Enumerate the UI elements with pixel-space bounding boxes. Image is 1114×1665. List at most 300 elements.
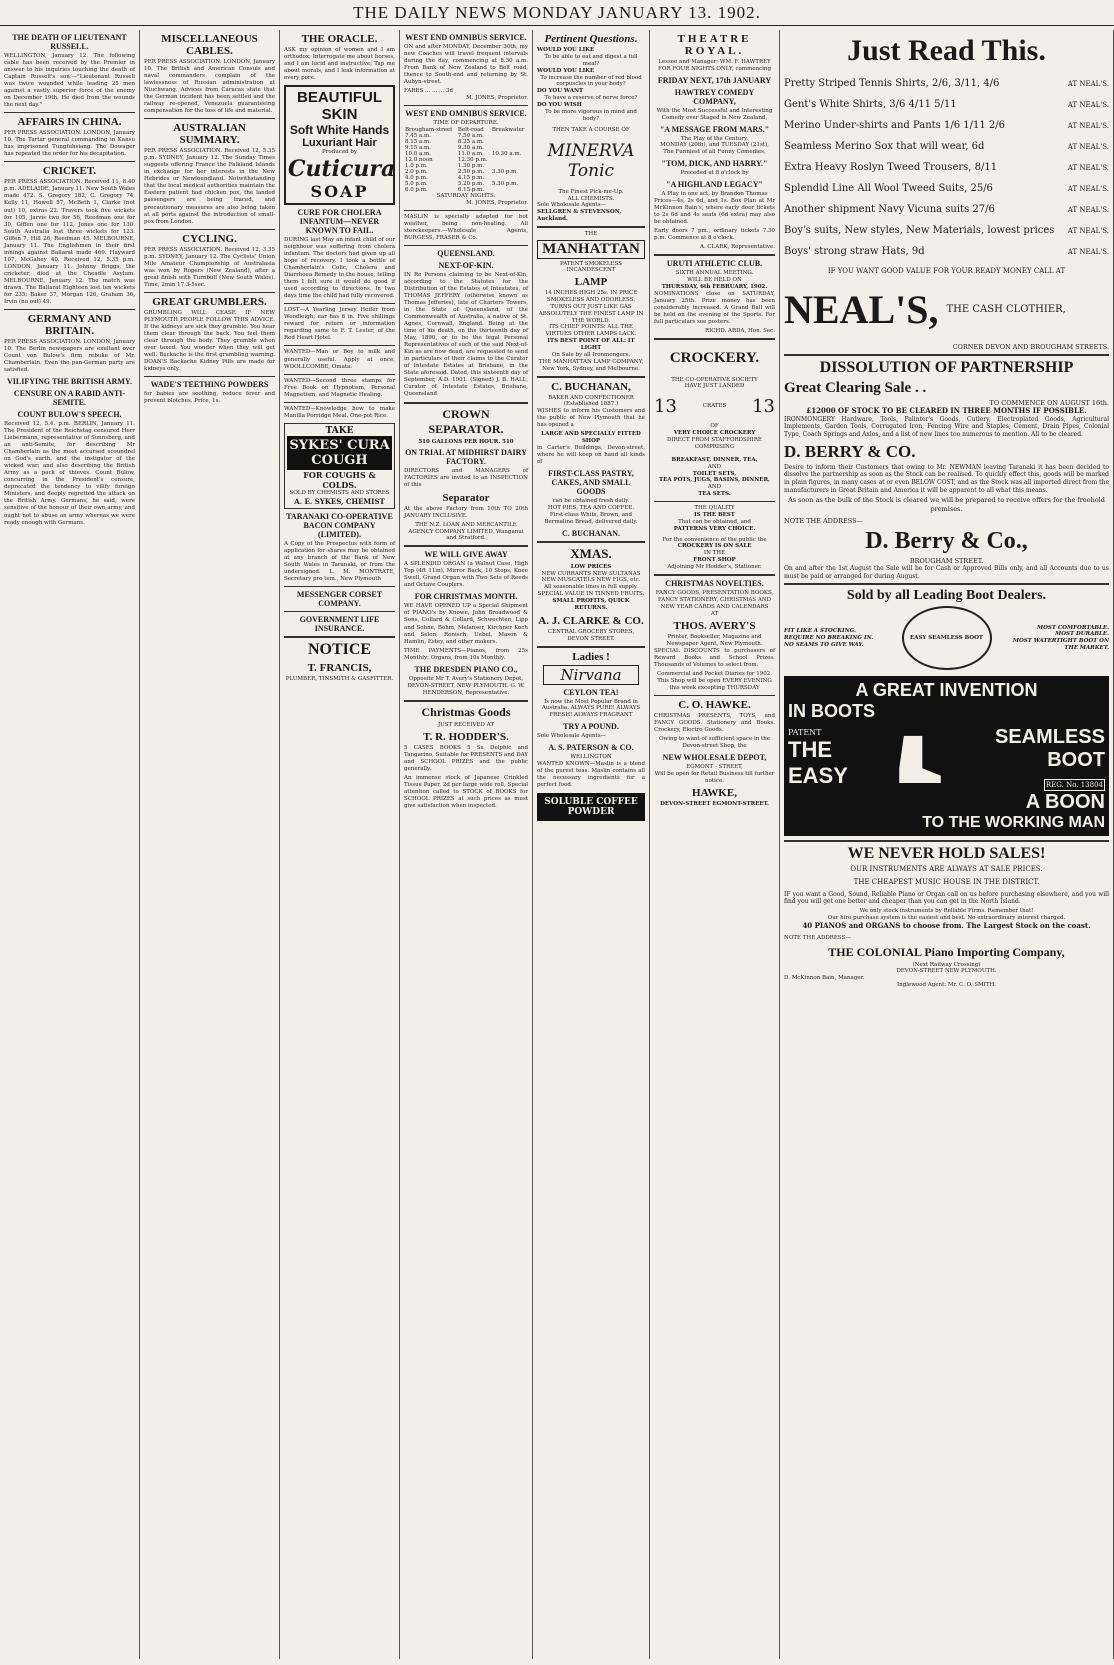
divider xyxy=(654,338,775,340)
headline: GERMANY AND BRITAIN. xyxy=(27,312,112,337)
divider xyxy=(284,402,395,403)
headline: D. BERRY & CO. xyxy=(784,441,916,461)
signature: RICHD. ARDA, Hon. Sec. xyxy=(704,327,775,334)
headline: CRICKET. xyxy=(42,165,97,178)
question: DO YOU WANT xyxy=(537,88,584,95)
divider xyxy=(284,374,395,375)
ad-headline: Luxuriant Hair xyxy=(302,137,377,150)
headline: Pertinent Questions. xyxy=(544,33,638,45)
ad-text: AND xyxy=(707,484,722,491)
subhead: PATENT SMOKELESS INCANDESCENT xyxy=(560,261,622,273)
ad-text: CENTRAL GROCERY STORES, DEVON STREET. xyxy=(547,628,635,642)
ad-text: SMOKELESS AND ODORLESS. xyxy=(546,296,636,303)
ad-text: D. McKinnon Bain, Manager. xyxy=(784,975,865,982)
ad-text: For the convenience of the public the xyxy=(662,536,767,543)
divider xyxy=(284,345,395,346)
banner-headline: SEAMLESS BOOT xyxy=(994,726,1105,772)
price-list-row xyxy=(784,78,1109,89)
headline: MESSENGER CORSET COMPANY. xyxy=(296,589,383,608)
divider xyxy=(404,245,528,246)
article-body: PER PRESS ASSOCIATION. Received 12, 3.35 p.m. SYDNEY, January 12. The Cyclists' Union Mile Amateur Championship of Australasia was won by Rogers (New Zealand), after a great finish with Turnbull (New South Wales). Time, 2min 17.3-5sec. xyxy=(144,246,275,288)
ad-text: 40 PIANOS and ORGANS to choose from. The Largest Stock on the coast. xyxy=(802,920,1091,930)
ad-text: 14 INCHES HIGH 25s. IN PRICE xyxy=(544,290,638,296)
ad-text: TO COMMENCE ON AUGUST 16th. xyxy=(989,398,1109,407)
ad-text: HAVE JUST LANDED xyxy=(684,383,745,390)
ad-text: SPECIAL VALUE IN TINNED FRUITS. xyxy=(537,591,645,598)
timetable-cell: 2.50 p.m. xyxy=(457,168,485,175)
headline: Sold by all Leading Boot Dealers. xyxy=(846,588,1047,604)
article-body: IN Re Persons claiming to be Next-of-Kin, according to the Statutes for the Distribution of the Estates of Intestates, of THOMAS JEFFERY (otherwise known as Thomas Jefferies), late of Charters Towers, in the State of Queensland, of the Commonwealth of Australia, a native of St. Agnes, Cornwall, England. Being at the time of his death, on the thirteenth day of May, 1890, or to be the legal Personal Representatives of such of the said Next-of-Kin as are now dead, are requested to send in particulars of their claims to the Curator of Intestate Estates at Brisbane, in the State aforesaid. Dated, this sixteenth day of September, A.D. 1901. (Signed) J. B. HALL, Curator of Intestate Estates, Brisbane, Queensland xyxy=(404,271,528,398)
headline: "A HIGHLAND LEGACY" xyxy=(666,180,763,189)
ad-text: NOTE THE ADDRESS— xyxy=(784,934,851,941)
ad-text: (Next Railway Crossing) xyxy=(912,961,981,968)
article-body: Opposite Mr T. Avery's Stationery Depot, DEVON-STREET, NEW PLYMOUTH. G. W. HENDERSON, Representative. xyxy=(407,675,525,696)
timetable-cell: 8.25 a.m. xyxy=(457,138,484,145)
headline: WE NEVER HOLD SALES! xyxy=(847,845,1046,863)
headline: XMAS. xyxy=(570,545,612,561)
headline: THOS. AVERY'S xyxy=(673,620,756,633)
headline: Ladies ! xyxy=(572,650,610,663)
article-body: Desire to inform their Customers that owing to Mr. NEWMAN leaving Taranaki it has been decided to dissolve the partnership as soon as the Stock can be realised. To quickly effect this, goods will be marked in plain figures, in many cases at or even BELOW COST, and as the Stock was all imported direct from the manufacturers in Great Britain and America it will be apparent to all what this means. xyxy=(784,463,1109,494)
headline: THE COLONIAL Piano Importing Company, xyxy=(828,944,1065,959)
sykes-ad xyxy=(284,423,395,509)
headline: CEYLON TEA! xyxy=(563,687,619,697)
ad-text: Commercial and Pocket Diaries for 1902. xyxy=(656,671,773,678)
divider xyxy=(284,586,395,587)
banner-headline: A GREAT INVENTION xyxy=(855,680,1038,701)
ad-text: This Shop will be open EVERY EVENING this week excepting THURSDAY xyxy=(657,678,772,692)
headline: "A MESSAGE FROM MARS." xyxy=(659,124,770,134)
ad-text: OUR INSTRUMENTS ARE ALWAYS AT SALE PRICES. xyxy=(850,865,1043,874)
banner-headline: TO THE WORKING MAN xyxy=(922,814,1105,832)
ad-text: SMALL PROFITS, QUICK RETURNS. xyxy=(552,598,630,611)
headline: WADE'S TEETHING POWDERS xyxy=(150,380,269,390)
price-list-row xyxy=(784,120,1109,131)
nirvana-logo: Nirvana xyxy=(543,665,639,685)
divider xyxy=(537,541,645,543)
divider xyxy=(4,112,135,113)
ad-text: That can be obtained, and xyxy=(678,518,751,525)
headline: NOTICE xyxy=(307,640,372,658)
divider xyxy=(284,611,395,612)
fares: FARES ... ... ... 3d xyxy=(404,88,453,95)
ad-text: THE CHEAPEST MUSIC HOUSE IN THE DISTRICT. xyxy=(853,878,1040,887)
headline: AUSTRALIAN SUMMARY. xyxy=(173,122,246,147)
divider xyxy=(537,646,645,648)
headline: TARANAKI CO-OPERATIVE BACON COMPANY (LIMITED). xyxy=(286,511,393,539)
subhead: TIME OF DEPARTURE. xyxy=(433,119,499,126)
headline: Separator xyxy=(442,491,490,504)
ad-text: NO SEAMS TO GIVE WAY. xyxy=(784,641,864,648)
classified-ad: LOST—A Yearling Jersey Heifer from Woodleigh; ear has 6 in. Five shillings reward for return or information regarding same to F. T. Lester, of the Red Heart Hotel. xyxy=(284,307,395,342)
column-1 xyxy=(0,30,140,1659)
ad-text: TAKE xyxy=(325,425,354,436)
headline: NEXT-OF-KIN. xyxy=(438,260,494,270)
ad-text: DIRECT FROM STAFFORDSHIRE xyxy=(667,437,762,444)
banner-body xyxy=(788,726,1105,791)
banner-right xyxy=(945,726,1105,791)
ad-text: PATTERNS VERY CHOICE. xyxy=(673,525,756,532)
ad-text: The Finest Pick-me-Up. xyxy=(558,188,624,195)
headline: FIRST-CLASS PASTRY, CAKES, AND SMALL GOODS xyxy=(548,469,634,497)
classified-ad: WANTED—Second three stamps for Free Book on Hypnotism, Personal Magnetism, and Magnetic Healing. xyxy=(284,377,395,398)
headline: C. O. HAWKE. xyxy=(678,698,751,711)
divider xyxy=(144,118,275,119)
ad-text: We only stock instruments by Reliable Firms. Remember that! xyxy=(859,908,1034,915)
article-body: CHRISTMAS PRESENTS, TOYS, and FANCY GOODS. Stationery and Books. Crockery, Electro Goods. xyxy=(654,712,775,733)
ad-text: MONDAY (20th), and TUESDAY (21st), The Funniest of all Funny Comedies, xyxy=(660,142,769,156)
headline: "TOM, DICK, AND HARRY." xyxy=(661,159,768,169)
ad-text: MOST DURABLE. xyxy=(1055,631,1109,638)
headline: TRY A POUND. xyxy=(563,722,619,732)
column-2 xyxy=(140,30,280,1659)
headline: T. FRANCIS, xyxy=(307,661,372,674)
price-list-item: Seamless Merino Sox that will wear, 6d xyxy=(784,141,985,152)
headline: HAWTREY COMEDY COMPANY, xyxy=(674,87,755,106)
masthead-title: THE DAILY NEWS MONDAY JANUARY 13. 1902. xyxy=(353,2,761,22)
ad-text: AT xyxy=(710,610,719,617)
cuticura-ad xyxy=(284,85,395,205)
ad-text: WILL BE HELD ON xyxy=(687,276,742,283)
timetable-cell: 5.20 p.m. xyxy=(457,180,485,187)
boot-ad xyxy=(784,606,1109,670)
ad-text: SELLGREN & STEVENSON, Auckland. xyxy=(537,209,622,223)
ad-text: REQUIRE NO BREAKING IN. xyxy=(784,634,874,641)
divider xyxy=(404,210,528,211)
timetable-cell: 8.15 a.m. xyxy=(405,138,431,145)
divider xyxy=(284,303,395,304)
divider xyxy=(404,402,528,404)
timetable-cell: 5.30 p.m. xyxy=(491,180,519,187)
ad-text: MOST WATERTIGHT BOOT ON THE MARKET. xyxy=(1012,638,1109,652)
headline: VILIFYING THE BRITISH ARMY. xyxy=(7,377,132,387)
timetable-cell: 1.30 p.m. xyxy=(457,162,485,169)
headline: CROWN SEPARATOR. xyxy=(428,406,504,436)
divider xyxy=(537,226,645,228)
banner-headline: A BOON xyxy=(1025,791,1105,814)
divider xyxy=(654,695,775,696)
timetable-cell: 3.30 p.m. xyxy=(491,168,519,175)
divider xyxy=(784,840,1109,842)
divider xyxy=(404,105,528,106)
article-body: IRONMONGERY Hardware, Tools, Palinter's Goods, Cutlery, Electroplated Goods, Agricultural Implements, Garden Tools, Corrugated Iron, Fencing Wire and Staples, Cement, Drain Pipes, Colonial Type, Coach Springs and Axles, and a list of new lines too numerous to mention. All to be cleared. xyxy=(784,415,1109,439)
divider xyxy=(784,583,1109,585)
ad-text: CORNER DEVON AND BROUGHAM STREETS. xyxy=(952,342,1109,351)
ad-text: As soon as the bulk of the Stock is cleared we will be prepared to receive offers for the freehold premises. xyxy=(788,496,1105,513)
headline: HAWKE, xyxy=(692,787,737,800)
headline: CYCLING. xyxy=(182,232,237,245)
banner-left xyxy=(788,728,890,789)
timetable-cell: 4.0 p.m. xyxy=(405,174,428,181)
headline: THEATRE ROYAL. xyxy=(677,33,752,57)
article-body: Early doors 7 pm., ordinary tickets 7.30 p.m. Commence at 8 o'clock. xyxy=(654,228,775,242)
headline: LAMP xyxy=(574,276,608,288)
th: Breakwater xyxy=(491,126,525,133)
answer: To increase the number of red blood corpuscles in your body? xyxy=(540,74,642,88)
price-list-tag: AT NEAL'S. xyxy=(1067,164,1109,172)
ad-text: FANCY GOODS, PRESENTATION BOOKS, FANCY STATIONERY, CHRISTMAS AND NEW YEAR CARDS AND CALENDARS xyxy=(655,589,774,610)
timetable-cell: 12.30 p.m. xyxy=(457,156,488,163)
ad-text: DEVON-STREET NEW PLYMOUTH. xyxy=(896,968,997,975)
ad-text: FIT LIKE A STOCKING. xyxy=(784,627,857,634)
answer: To be more vigorous in mind and body? xyxy=(545,108,637,122)
article-body: PER PRESS ASSOCIATION. LONDON, January 10. The Berlin newspapers are exultant over Count von Bulow's firm rebuke of Mr. Chamberlain. Even the pan-German party are satisfied. xyxy=(4,338,135,374)
subhead: 510 GALLONS PER HOUR. 510 xyxy=(418,438,514,445)
article-body: for babies are soothing, reduce fever and prevent blotches. Price, 1s. xyxy=(144,391,275,405)
article-body: PER PRESS ASSOCIATION. LONDON, January 10. The British and American Consuls and naval commanders complain of the lawlessness of Russian administration at Niuchwang. Advices from Caracas state that the German incident has been settled and the railway re-opened, Venezuela guaranteeing compensation for the loss of life and material. xyxy=(144,59,275,115)
divider xyxy=(144,229,275,230)
ad-text: THE QUALITY xyxy=(694,505,735,512)
ad-text: THE MANHATTAN LAMP COMPANY, New York, Sydney, and Melbourne. xyxy=(538,358,644,372)
timetable-cell: 6.0 p.m. xyxy=(405,186,428,193)
cuticura-logo: Cuticura xyxy=(288,156,396,183)
article-body: ASK my opinion of women and I am orthodox; Interrogate me about horses, and I am lucid and instructive; Tap me about morals, and I leak information at every pore. xyxy=(284,47,395,82)
price-list-tag: AT NEAL'S. xyxy=(1067,101,1109,109)
article-body: NOMINATIONS close on SATURDAY, January 25th. Prize money has been considerably increased. A Grand Ball will be held on the evening of the Sports. For full particulars see posters. xyxy=(654,290,775,325)
article-body: PER PRESS ASSOCIATION. Received 12, 5.35 p.m. SYDNEY, January 12. The Sunday Times suggests offering France the Falkland Islands in exchange for her interests in the New Hebrides or Newfoundland. Notwithstanding that the local medical authorities maintain the Eastern patient had chicken pox, the landed passengers are being traced, and precautionary measures are also being taken at all ports against the introduction of small-pox from London. xyxy=(144,148,275,225)
crates-label: CRATES xyxy=(702,403,727,410)
divider xyxy=(654,501,775,502)
emblem-text: EASY SEAMLESS BOOT xyxy=(909,634,983,641)
timetable-cell: 9.30 a.m. xyxy=(457,144,484,151)
price-list-row xyxy=(784,183,1109,194)
timetable-cell: 11.0 a.m. xyxy=(457,150,484,157)
subhead: PLUMBER, TINSMITH & GASFITTER. xyxy=(285,675,394,682)
column-5 xyxy=(533,30,650,1659)
crates-row xyxy=(654,396,775,417)
ad-text: Preceded at 8 o'clock by xyxy=(680,170,749,177)
crates-count: 13 xyxy=(752,396,775,418)
article-body: An immense stock of Japanese Crinkled Tissue Paper, 2d per large wide roll, Special attention called to STOCK of BOOKS for SCHOOL PRIZES at such prices as must give satisfaction when inspected. xyxy=(404,774,528,809)
ad-text: LARGE AND SPECIALLY FITTED SHOP xyxy=(541,431,641,445)
price-list-item: Extra Heavy Roslyn Tweed Trousers, 8/11 xyxy=(784,162,998,173)
timetable xyxy=(404,127,528,193)
subhead: SATURDAY NIGHTS. xyxy=(436,192,496,199)
timetable-cell: 7.50 a.m. xyxy=(457,132,484,139)
ad-text: CROCKERY IS ON SALE xyxy=(677,543,752,550)
just-read-this-headline: Just Read This. xyxy=(847,34,1046,67)
headline: WEST END OMNIBUS SERVICE. xyxy=(405,108,527,118)
question: WOULD YOU LIKE xyxy=(537,47,595,53)
ad-text: THE CASH CLOTHIER, xyxy=(946,303,1066,315)
ad-text: SOLD BY CHEMISTS AND STORES xyxy=(289,489,390,496)
ad-text: Will be open for Retail Business till further notice. xyxy=(654,770,775,784)
divider xyxy=(4,161,135,162)
divider xyxy=(654,574,775,576)
price-list-item: Splendid Line All Wool Tweed Suits, 25/6 xyxy=(784,183,993,194)
article-body: DIRECTORS and MANAGERS of FACTORIES are invited to an INSPECTION of this xyxy=(404,467,528,488)
timetable-cell: 4.15 p.m. xyxy=(457,174,485,181)
boot-ad-right xyxy=(1009,625,1109,653)
banner-text: PATENT xyxy=(788,728,822,738)
ad-text: THURSDAY, 6th FEBRUARY, 1902. xyxy=(661,283,768,290)
article-body: At the above Factory from 10th TO 20th JANUARY INCLUSIVE. xyxy=(404,505,528,519)
headline: NEW WHOLESALE DEPOT, xyxy=(662,752,767,762)
divider xyxy=(144,292,275,293)
ad-text: First-class Whits, Brown, and Bermaline Bread, delivered daily. xyxy=(544,511,638,525)
ad-text: TOILET SETS, xyxy=(692,470,737,477)
ad-text: COMPRISING xyxy=(694,443,735,450)
headline: CENSURE ON A RABID ANTI-SEMITE. xyxy=(13,389,126,408)
timetable-cell: 7.45 a.m. xyxy=(405,132,431,139)
divider xyxy=(284,636,395,638)
ad-text: Is now the Most Popular Brand in Australia. ALWAYS PURE! ALWAYS FRESH! ALWAYS FRAGRANT xyxy=(541,698,641,719)
headline: CROCKERY. xyxy=(669,349,760,366)
ad-text: A. E. SYKES, CHEMIST xyxy=(294,496,385,506)
headline: D. Berry & Co., xyxy=(865,527,1028,554)
timetable-cell: 10.0 a.m. xyxy=(405,150,431,157)
price-list-item: Gent's White Shirts, 3/6 4/11 5/11 xyxy=(784,99,957,110)
price-list-row xyxy=(784,99,1109,110)
timetable-cell: 1.0 p.m. xyxy=(405,162,428,169)
ad-text: EGMONT - STREET, xyxy=(686,763,743,770)
ad-text: TEA SETS. xyxy=(698,491,731,498)
ad-headline: SOAP xyxy=(310,182,369,202)
article-body: PER PRESS ASSOCIATION. Received 11, 8.40 p.m. ADELAIDE, January 11. New South Wales made 472. S. Gregory 182, C. Gregory 74, Kelly 11, Howell 57, McBeth 1, Clarke (not out) 10, extras 22. Travers took five wickets for 105, Jarvis two for 56, Reedman one for 30, Giffen one for 112, Jones one for 130. South Australia lost three wickets for 123. Giffen 7, Hill 26, Reedman 45. MELBOURNE, January 11. The Englishmen in their first innings against Ballarat made 469. Hayward 107, McGahey 40. Received 12, 5.35 p.m. LONDON, January 11. Johnny Briggs, the cricketer, died at the Cheadle Asylum. MELBOURNE, January 12. The match was drawn. The Ballarat Eighteen lost ten wickets for 235; Baker 37, Morgan 126, Graham 36, Irvin (no out) 49. xyxy=(4,179,135,305)
price-list-row xyxy=(784,225,1109,236)
ad-text: AND xyxy=(707,463,722,470)
headline: MANHATTAN xyxy=(537,240,645,259)
headline: THE DEATH OF LIEUTENANT RUSSELL. xyxy=(12,33,127,51)
column-6 xyxy=(650,30,780,1659)
neals-logo: NEAL'S, xyxy=(784,286,939,332)
article-body: ON and after MONDAY, December 30th, my new Coaches will travel frequent intervals during the day, commencing at 8.30 a.m. From Bank of New Zealand to Belt road, thence to South-end and returning by St. Aubyn-street. xyxy=(404,44,528,86)
column-3 xyxy=(280,30,400,1659)
price-list-row xyxy=(784,204,1109,215)
headline: FRIDAY NEXT, 17th JANUARY xyxy=(657,75,772,85)
ad-text: Adjoining Mr Hodder's, Stationer. xyxy=(667,564,762,571)
timetable-cell: 10.30 a.m. xyxy=(491,150,522,157)
column-4 xyxy=(400,30,533,1659)
article-body: Received 12, 5.4. p.m. BERLIN, January 11. The President of the Reichstag censured Herr Liebermann, representative of Sonnsberg, and an anti-Semite, for describing Mr Chamberlain as the most accursed scoundrel on God's earth, and the instigator of the wicked war; and also describing the British Army as a pack of thieves. Count Bulow, concurring in the President's censure, deprecated the tendency to vilify foreign Ministers, and deeply regretted the attack on the British Army. Germans, he said, were sensitive of the honour of their own army, and ought not to abuse an army whereas we were ready enough with Germans. xyxy=(4,421,135,526)
ad-text: NEW CURRANTS NEW SULTANAS NEW MUSCATELS NEW FIGS, etc. xyxy=(541,570,641,584)
price-list-tag: AT NEAL'S. xyxy=(1067,248,1109,256)
ad-text: IN THE xyxy=(703,550,726,557)
boot-ad-left xyxy=(784,628,884,649)
headline: COUNT BULOW'S SPEECH. xyxy=(17,410,122,420)
headline: GREAT GRUMBLERS. xyxy=(152,295,267,308)
ad-text: can be obtained fresh daily. xyxy=(552,498,630,505)
divider xyxy=(4,309,135,310)
question: DO YOU WISH xyxy=(537,102,582,108)
seamless-boot-emblem xyxy=(902,606,992,670)
ad-text: NOTE THE ADDRESS— xyxy=(784,516,864,525)
answer: To be able to eat and digest a full meal? xyxy=(544,53,638,67)
classified-ad: MASLIN is specially adapted for hot weather, being non-heating. All storekeepers.—Wholesale Agents, BURGESS, FRASER & Co. xyxy=(404,213,528,241)
headline: A. J. CLARKE & CO. xyxy=(538,614,644,627)
divider xyxy=(404,545,528,547)
ad-text: ALL CHEMISTS. xyxy=(567,195,615,202)
ad-text: BROUGHAM STREET. xyxy=(909,556,984,565)
ad-text: Sole Wholesale Agents— xyxy=(537,202,607,209)
banner-headline: IN BOOTS xyxy=(788,701,876,722)
signature: A. CLARK, Representative. xyxy=(699,244,775,251)
divider xyxy=(537,376,645,378)
price-list-item: Boy's suits, New styles, New Materials, lowest prices xyxy=(784,225,1055,236)
ad-text: Sole Wholesale Agents— xyxy=(537,733,607,740)
divider xyxy=(784,354,1109,356)
question: WOULD YOU LIKE xyxy=(537,67,595,74)
column-7 xyxy=(780,30,1114,1659)
banner-text: REG. No. 13804 xyxy=(1045,781,1103,790)
headline: GOVERNMENT LIFE INSURANCE. xyxy=(299,614,380,633)
ad-text: With the Most Successful and Interesting Comedy ever Staged in New Zealand, xyxy=(656,107,773,121)
ad-text: FOR FOUR NIGHTS ONLY, commencing xyxy=(658,65,771,72)
price-list-tag: AT NEAL'S. xyxy=(1067,227,1109,235)
price-list-row xyxy=(784,246,1109,257)
article-body: WELLINGTON, January 12. The following cable has been received by the Premier in answer to his inquiries touching the death of Captain Russell's son:—"Lieutenant Russell was twice wounded while leading 25 men against a vastly superior force of the enemy on December 19th. He died from the wounds the next day." xyxy=(4,53,135,109)
headline: Great Clearing Sale . . xyxy=(784,379,927,396)
signature: THE N.Z. LOAN AND MERCANTILE AGENCY COMPANY LIMITED, Wanganui and Stratford. xyxy=(408,521,524,542)
price-list-item: Merino Under-shirts and Pants 1/6 1/11 2/6 xyxy=(784,120,1005,131)
ad-text: Owing to want of sufficient space in the Devon-street Shop, the xyxy=(658,736,771,749)
ad-text: TEA POTS, JUGS, BASINS, DINNER, xyxy=(659,477,770,484)
ad-text: Produced by xyxy=(322,149,357,156)
price-list-item: Pretty Striped Tennis Shirts, 2/6, 3/11, 4/6 xyxy=(784,78,1000,89)
ad-text: MOST COMFORTABLE. xyxy=(1037,624,1109,631)
article-body: SPECIAL DISCOUNTS to purchasers of Reward Books and School Prizes. Thousands of Volumes to select from. xyxy=(654,648,775,669)
article-body: TIME PAYMENTS—Pianos, from 25s Monthly; Organs, from 10s Monthly. xyxy=(404,647,528,661)
soluble-coffee-banner: SOLUBLE COFFEE POWDER xyxy=(537,793,645,821)
headline: MISCELLANEOUS CABLES. xyxy=(161,33,258,57)
ad-text: Printer, Bookseller, Magazine and Newspaper Agent, New Plymouth. xyxy=(666,634,763,648)
banner-headline: THE EASY xyxy=(788,737,848,789)
headline: THE DRESDEN PIANO CO., xyxy=(414,664,518,674)
article-body: WISHES to inform his Customers and the public of New Plymouth that he has opened a xyxy=(537,408,645,429)
classified-ad: WANTED—Knowledge how to make Manilla Porridge Meal. One-pot Rice. xyxy=(284,405,395,419)
article-body: WE HAVE OPENED UP a Special Shipment of PIANO's by Knowe, John Broadwood & Sons, Collard & Collard, Schwechten, Lipp and Sohne, Bohm, Melanser, Kirchner Koch and Selon, Ronisch, Uebel, Mason & Hamlin, Estey, and other makers. xyxy=(404,603,528,645)
ad-text: IS THE BEST xyxy=(694,511,735,518)
headline: AFFAIRS IN CHINA. xyxy=(17,116,122,129)
subhead: THE xyxy=(584,231,598,237)
neals-logo-row xyxy=(784,286,1109,333)
price-list-tag: AT NEAL'S. xyxy=(1067,122,1109,130)
price-list-tag: AT NEAL'S. xyxy=(1067,143,1109,151)
answer: To have a reserve of nerve force? xyxy=(544,95,638,102)
headline: WEST END OMNIBUS SERVICE. xyxy=(405,33,527,42)
ad-text: VERY CHOICE CROCKERY xyxy=(673,430,756,437)
ad-text: IF YOU WANT GOOD VALUE FOR YOUR READY MONEY CALL AT xyxy=(827,267,1066,275)
ad-text: BAKER AND CONFECTIONER (Established 1887.) xyxy=(548,394,634,408)
timetable-cell: 2.0 p.m. xyxy=(405,168,428,175)
timetable-cell: 12.0 noon xyxy=(405,156,433,163)
headline: DISSOLUTION OF PARTNERSHIP xyxy=(819,358,1074,376)
ad-text: DEVON-STREET EGMONT-STREET. xyxy=(660,801,769,808)
ad-text: On Sale by all Ironmongers. xyxy=(551,351,631,358)
ad-text: ABSOLUTELY THE FINEST LAMP IN THE WORLD. xyxy=(538,310,644,324)
headline: C. BUCHANAN, xyxy=(551,380,631,393)
ad-text: TURNS OUT JUST LIKE GAS xyxy=(550,303,632,310)
signature: M. JONES, Proprietor. xyxy=(466,199,528,206)
ad-headline: Soft White Hands xyxy=(289,123,390,138)
divider xyxy=(404,700,528,702)
ad-text: A Play in one act, by Brandon Thomas xyxy=(661,191,768,197)
ad-text: FRONT SHOP xyxy=(693,557,736,564)
article-body: PER PRESS ASSOCIATION. LONDON, January 10. The Tartar general commanding in Kansu has imprisoned Tungfuhsiang. The Dowager has repeated the order for his decapitation. xyxy=(4,130,135,158)
article-body: GRUMBLING WILL CEASE IF NEW PLYMOUTH PEOPLE FOLLOW THIS ADVICE. If the kidneys are sick they grumble. You hear them clear through the back. You feel them clear through the body. They grumble when over taxed. You wonder when they will get well. Backache is the first grumbling warning. DOAN'S Backache Kidney Pills are made for kidneys only. xyxy=(144,309,275,373)
headline: A. S. PATERSON & CO. xyxy=(548,743,634,753)
headline: C. BUCHANAN. xyxy=(562,528,620,538)
headline: FOR CHRISTMAS MONTH. xyxy=(414,592,518,602)
article-body: Prices—4s, 2s 6d, and 1s. Box Plan at Mr McKinnon Bain's, where early door tickets to 2s 6d and 4s seats (6d extra) may also be obtained. xyxy=(654,197,775,225)
article-body: in Carter's Buildings, Devon-street, where he will keep on hand all kinds of xyxy=(537,445,645,466)
masthead xyxy=(0,0,1114,26)
headline: URUTI ATHLETIC CLUB. xyxy=(666,258,763,268)
ad-text: ITS CHIEF POINTS: ALL THE VIRTUES OTHER LAMPS LACK. xyxy=(545,324,637,338)
price-list-tag: AT NEAL'S. xyxy=(1067,206,1109,214)
ad-text: £12000 OF STOCK TO BE CLEARED IN THREE MONTHS IF POSSIBLE. xyxy=(806,406,1087,415)
price-list-item: Boys' strong straw Hats, 9d xyxy=(784,246,925,257)
